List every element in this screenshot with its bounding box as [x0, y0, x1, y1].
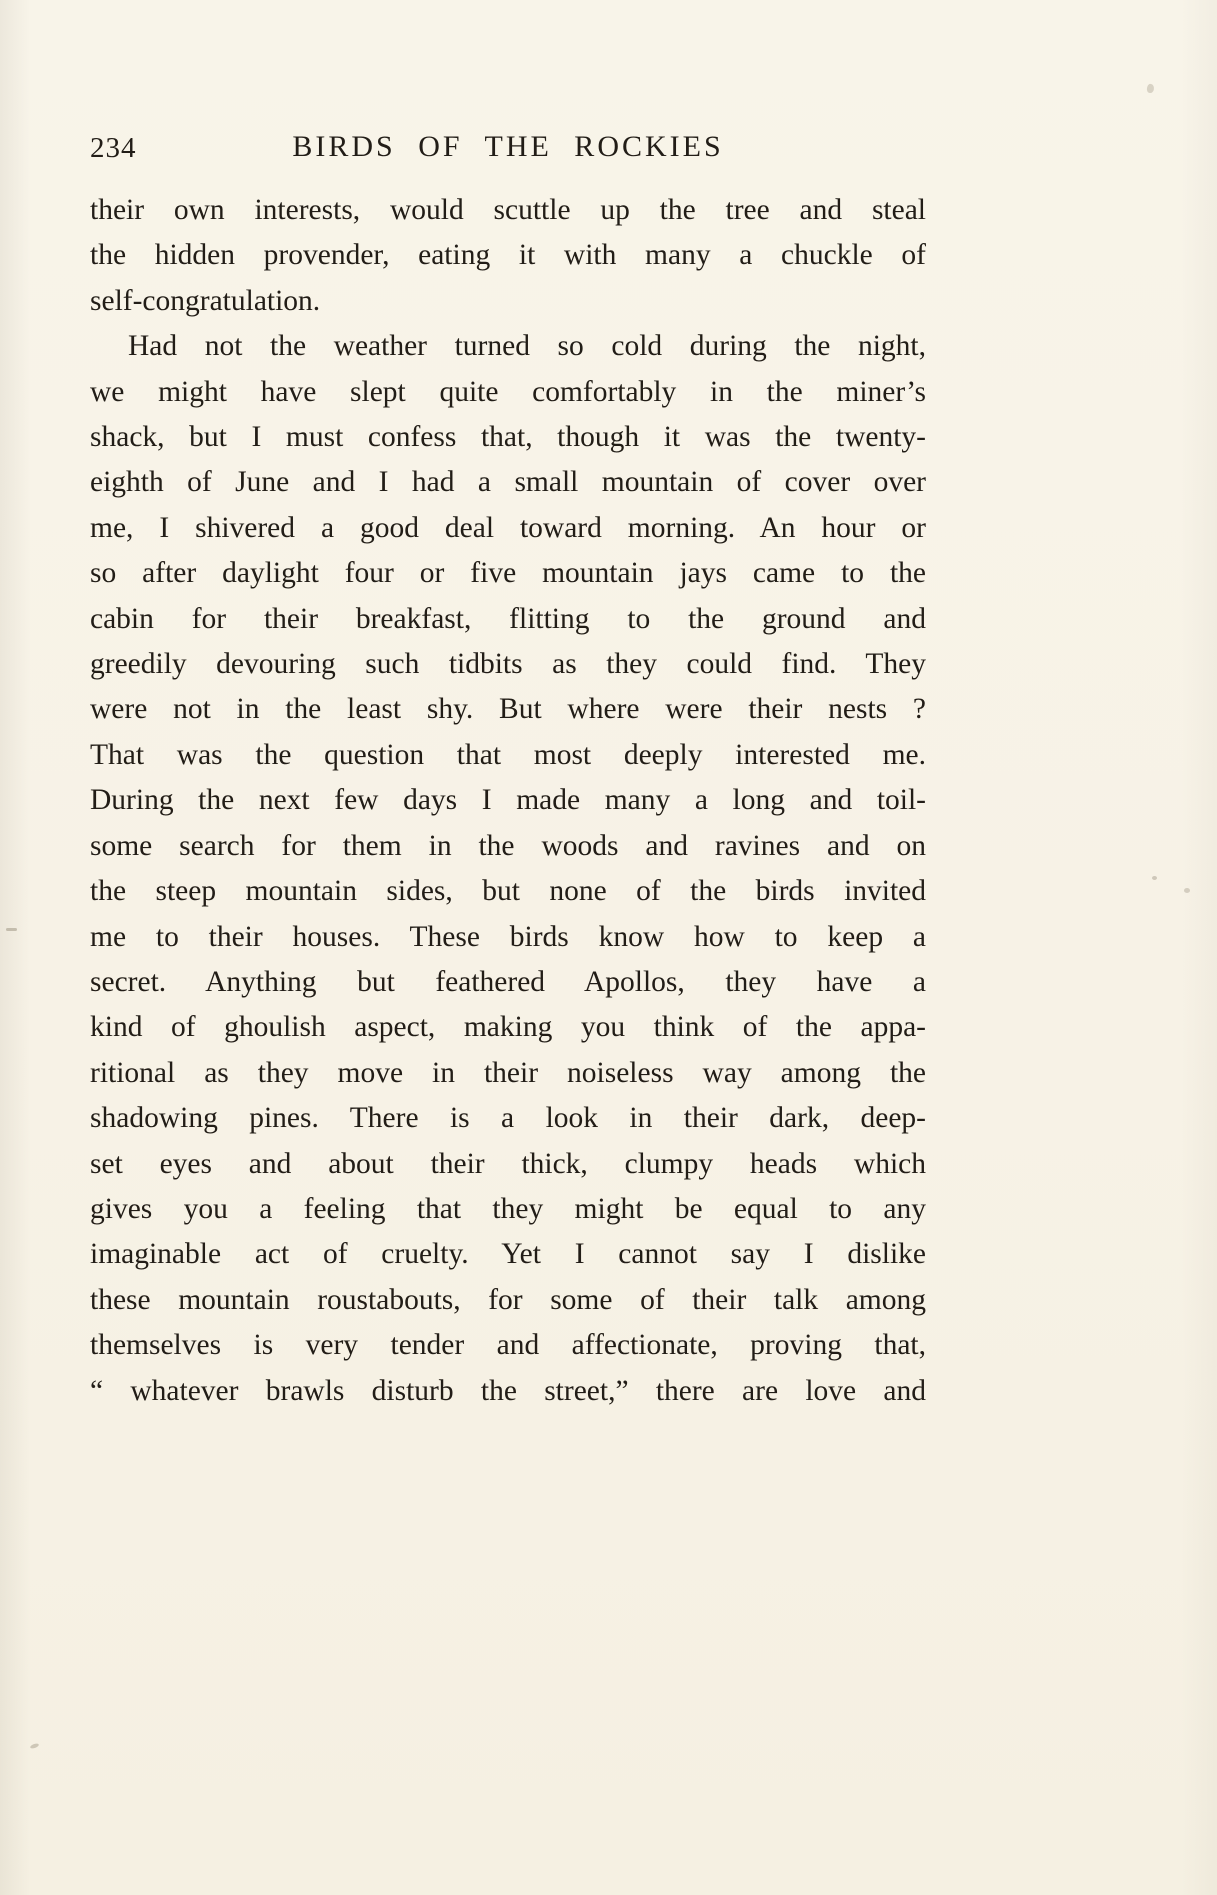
- text-line: these mountain roustabouts, for some of their talk among: [90, 1283, 926, 1316]
- text-line: me to their houses. These birds know how to keep a: [90, 920, 926, 953]
- text-line: themselves is very tender and affectionate, proving that,: [90, 1329, 926, 1362]
- text-line: set eyes and about their thick, clumpy heads which: [90, 1147, 926, 1180]
- scan-artifact: [30, 1743, 40, 1750]
- text-line: greedily devouring such tidbits as they could find. They: [90, 648, 926, 681]
- scan-artifact: [1146, 83, 1155, 93]
- text-line: self-congratulation.: [90, 284, 321, 317]
- paragraph: [90, 188, 926, 324]
- text-line: we might have slept quite comfortably in the miner’s: [90, 375, 926, 408]
- scan-artifact: [1184, 888, 1190, 893]
- running-title: BIRDS OF THE ROCKIES: [292, 130, 724, 163]
- text-line: shack, but I must confess that, though it was the twenty-: [90, 421, 926, 454]
- text-line: me, I shivered a good deal toward morning. An hour or: [90, 511, 926, 544]
- text-line: imaginable act of cruelty. Yet I cannot say I dislike: [90, 1238, 926, 1271]
- text-line: shadowing pines. There is a look in their dark, deep-: [90, 1102, 926, 1135]
- text-line: eighth of June and I had a small mountain of cover over: [90, 466, 926, 499]
- text-line: kind of ghoulish aspect, making you think of the appa-: [90, 1011, 926, 1044]
- scan-artifact: [6, 928, 17, 931]
- text-line: secret. Anything but feathered Apollos, they have a: [90, 965, 926, 998]
- text-line: the hidden provender, eating it with many a chuckle of: [90, 239, 926, 272]
- text-line: That was the question that most deeply interested me.: [90, 738, 926, 771]
- text-line: cabin for their breakfast, flitting to the ground and: [90, 602, 926, 635]
- text-line: their own interests, would scuttle up the tree and steal: [90, 194, 926, 226]
- page-number: 234: [90, 132, 137, 164]
- paragraph: [90, 324, 926, 1414]
- page-header: [90, 130, 926, 172]
- text-line: “ whatever brawls disturb the street,” there are love and: [90, 1374, 926, 1407]
- text-line: the steep mountain sides, but none of the birds invited: [90, 875, 926, 908]
- text-line: were not in the least shy. But where were their nests ?: [90, 693, 926, 726]
- text-line: ritional as they move in their noiseless way among the: [90, 1056, 926, 1089]
- text-line: Had not the weather turned so cold during the night,: [128, 330, 926, 363]
- text-line: so after daylight four or five mountain jays came to the: [90, 557, 926, 590]
- body-text: [90, 188, 926, 1414]
- text-line: During the next few days I made many a long and toil-: [90, 784, 926, 817]
- text-line: gives you a feeling that they might be equal to any: [90, 1192, 926, 1225]
- scan-artifact: [1152, 876, 1157, 880]
- text-line: some search for them in the woods and ravines and on: [90, 829, 926, 862]
